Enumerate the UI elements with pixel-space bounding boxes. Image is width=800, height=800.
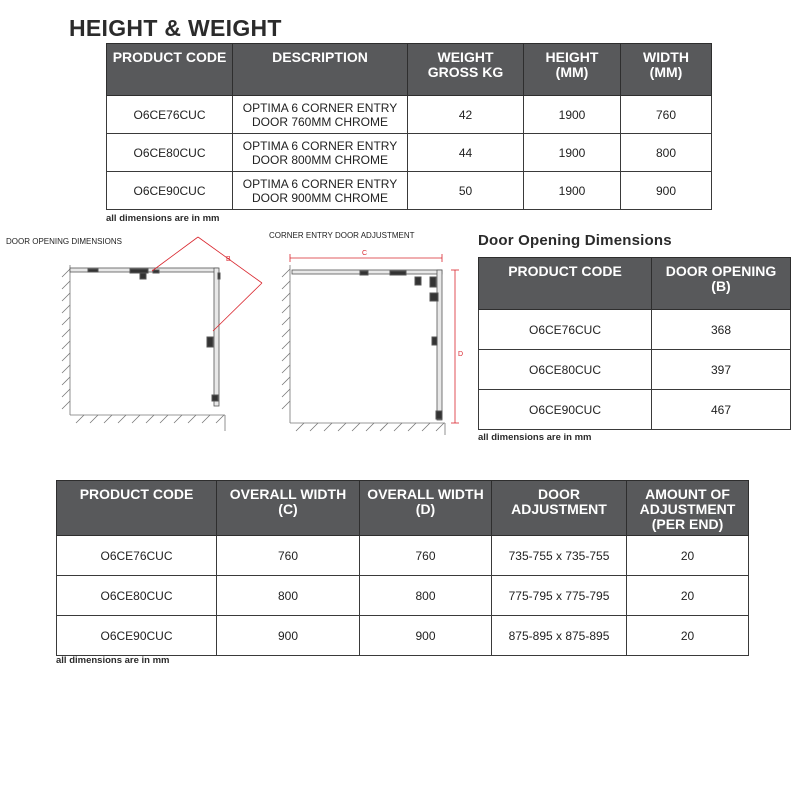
shower-frame: [292, 270, 442, 420]
door-opening-value: 368: [652, 310, 791, 350]
door-opening-table: [478, 257, 791, 430]
adjustment-amount: 20: [627, 576, 749, 616]
column-header: WEIGHT GROSS KG: [408, 44, 524, 96]
door-opening-diagram: [0, 225, 260, 435]
column-header: DESCRIPTION: [233, 44, 408, 96]
column-header: DOOR ADJUSTMENT: [492, 481, 627, 536]
door-adjustment-value: 775-795 x 775-795: [492, 576, 627, 616]
description-line: DOOR 900MM CHROME: [251, 190, 388, 205]
column-header: PRODUCT CODE: [479, 258, 652, 310]
product-code: O6CE90CUC: [107, 172, 233, 210]
overall-width-d: 900: [360, 616, 492, 656]
table-header-row: [57, 481, 749, 536]
wall-hatching: [282, 265, 445, 435]
column-header: PRODUCT CODE: [57, 481, 217, 536]
column-header: OVERALL WIDTH (D): [360, 481, 492, 536]
description-line: OPTIMA 6 CORNER ENTRY: [242, 100, 398, 115]
column-header: AMOUNT OF ADJUSTMENT (PER END): [627, 481, 749, 536]
width-value: 800: [621, 134, 712, 172]
height-weight-title: HEIGHT & WEIGHT: [69, 15, 282, 41]
footnote: all dimensions are in mm: [106, 213, 220, 224]
dimension-label-d: D: [458, 351, 464, 358]
product-code: O6CE90CUC: [479, 390, 652, 430]
description-line: OPTIMA 6 CORNER ENTRY: [242, 138, 398, 153]
product-code: O6CE80CUC: [479, 350, 652, 390]
overall-width-c: 800: [217, 576, 360, 616]
column-header: DOOR OPENING (B): [652, 258, 791, 310]
dimension-b: [152, 237, 262, 331]
product-code: O6CE76CUC: [107, 96, 233, 134]
table-header-row: [479, 258, 791, 310]
height-value: 1900: [524, 172, 621, 210]
weight-value: 50: [408, 172, 524, 210]
door-adjustment-table: [56, 480, 749, 656]
table-header-row: [107, 44, 712, 96]
shower-frame: [70, 268, 220, 406]
dimension-label-c: C: [362, 250, 368, 257]
table-row: [57, 576, 749, 616]
product-description: [233, 134, 408, 172]
footnote: all dimensions are in mm: [56, 655, 170, 666]
table-row: [57, 536, 749, 576]
column-header: WIDTH (MM): [621, 44, 712, 96]
column-header: PRODUCT CODE: [107, 44, 233, 96]
door-adjustment-value: 875-895 x 875-895: [492, 616, 627, 656]
diagram-caption-adjustment: CORNER ENTRY DOOR ADJUSTMENT: [269, 231, 415, 240]
description-line: DOOR 800MM CHROME: [251, 152, 388, 167]
description-line: DOOR 760MM CHROME: [251, 114, 388, 129]
table-row: [57, 616, 749, 656]
table-row: [479, 350, 791, 390]
product-code: O6CE76CUC: [479, 310, 652, 350]
column-header: HEIGHT (MM): [524, 44, 621, 96]
product-code: O6CE80CUC: [107, 134, 233, 172]
overall-width-d: 760: [360, 536, 492, 576]
door-adjustment-value: 735-755 x 735-755: [492, 536, 627, 576]
diagram-caption-door-opening: DOOR OPENING DIMENSIONS: [6, 237, 123, 246]
overall-width-d: 800: [360, 576, 492, 616]
weight-value: 42: [408, 96, 524, 134]
door-adjustment-diagram: [270, 225, 470, 435]
product-code: O6CE80CUC: [57, 576, 217, 616]
height-weight-table: [106, 43, 712, 210]
width-value: 760: [621, 96, 712, 134]
height-value: 1900: [524, 96, 621, 134]
weight-value: 44: [408, 134, 524, 172]
door-opening-title: Door Opening Dimensions: [478, 232, 672, 249]
table-row: [479, 390, 791, 430]
product-description: [233, 172, 408, 210]
product-description: [233, 96, 408, 134]
description-line: OPTIMA 6 CORNER ENTRY: [242, 176, 398, 191]
dimension-d: [451, 270, 459, 423]
wall-hatching: [62, 265, 225, 431]
door-opening-value: 397: [652, 350, 791, 390]
height-value: 1900: [524, 134, 621, 172]
width-value: 900: [621, 172, 712, 210]
adjustment-amount: 20: [627, 616, 749, 656]
product-code: O6CE90CUC: [57, 616, 217, 656]
product-code: O6CE76CUC: [57, 536, 217, 576]
dimension-label-b: B: [226, 256, 231, 263]
overall-width-c: 760: [217, 536, 360, 576]
table-row: [107, 134, 712, 172]
table-row: [107, 96, 712, 134]
footnote: all dimensions are in mm: [478, 432, 592, 443]
adjustment-amount: 20: [627, 536, 749, 576]
column-header: OVERALL WIDTH (C): [217, 481, 360, 536]
overall-width-c: 900: [217, 616, 360, 656]
door-opening-value: 467: [652, 390, 791, 430]
table-row: [107, 172, 712, 210]
table-row: [479, 310, 791, 350]
